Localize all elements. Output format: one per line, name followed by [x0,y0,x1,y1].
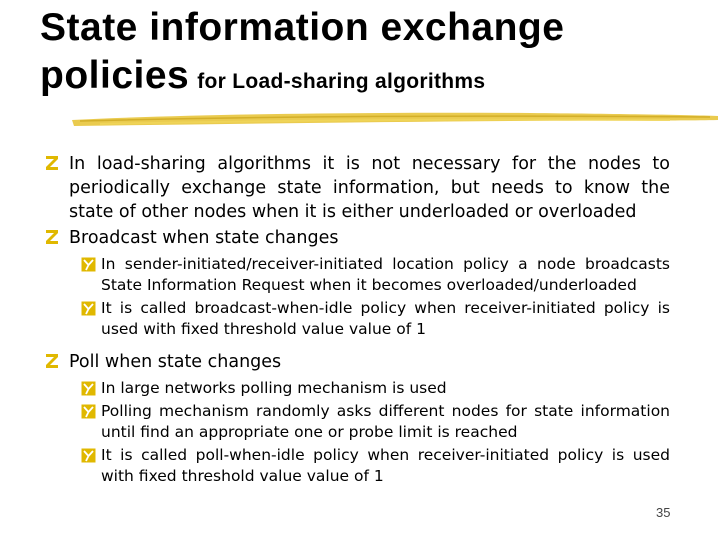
bullet-text-1: In load-sharing algorithms it is not necessary for the nodes to periodically exchange state information, but needs to know the state of other nodes when it is either underloaded or overloaded [69,154,670,222]
title-line-1: State information exchange [40,6,565,49]
sub-bullet-text: It is called poll-when-idle policy when receiver-initiated policy is used with fixed threshold value value of 1 [101,446,670,485]
sub-list-2 [44,254,670,340]
boxed-y-bullet-icon [81,448,96,463]
sub-bullet-item [44,254,670,296]
sub-bullet-item [44,445,670,487]
bullet-text-2: Broadcast when state changes [69,228,339,248]
sub-bullet-text: Polling mechanism randomly asks different nodes for state information until find an appropriate one or probe limit is reached [101,402,670,441]
z-glyph-bullet-icon [44,154,60,172]
bullet-text-3: Poll when state changes [69,352,282,372]
brush-stroke-underline [70,106,720,128]
boxed-y-bullet-icon [81,381,96,396]
sub-bullet-item [44,401,670,443]
bullet-item-3 [44,350,670,374]
sub-list-3 [44,378,670,487]
boxed-y-bullet-icon [81,257,96,272]
sub-bullet-item [44,298,670,340]
title-line-2-main: policies [40,54,190,97]
boxed-y-bullet-icon [81,301,96,316]
sub-bullet-text: In large networks polling mechanism is used [101,379,447,397]
bullet-item-2 [44,226,670,250]
page-number: 35 [656,505,671,520]
title-line-2-sub: for Load-sharing algorithms [197,70,486,93]
z-glyph-bullet-icon [44,228,60,246]
boxed-y-bullet-icon [81,404,96,419]
sub-bullet-text: It is called broadcast-when-idle policy when receiver-initiated policy is used with fixed threshold value value of 1 [101,299,670,338]
slide-content [44,152,670,497]
sub-bullet-text: In sender-initiated/receiver-initiated location policy a node broadcasts State Information Request when it becomes overloaded/underloaded [101,255,670,294]
sub-bullet-item [44,378,670,399]
bullet-item-1 [44,152,670,224]
z-glyph-bullet-icon [44,352,60,370]
slide-title [40,8,564,95]
